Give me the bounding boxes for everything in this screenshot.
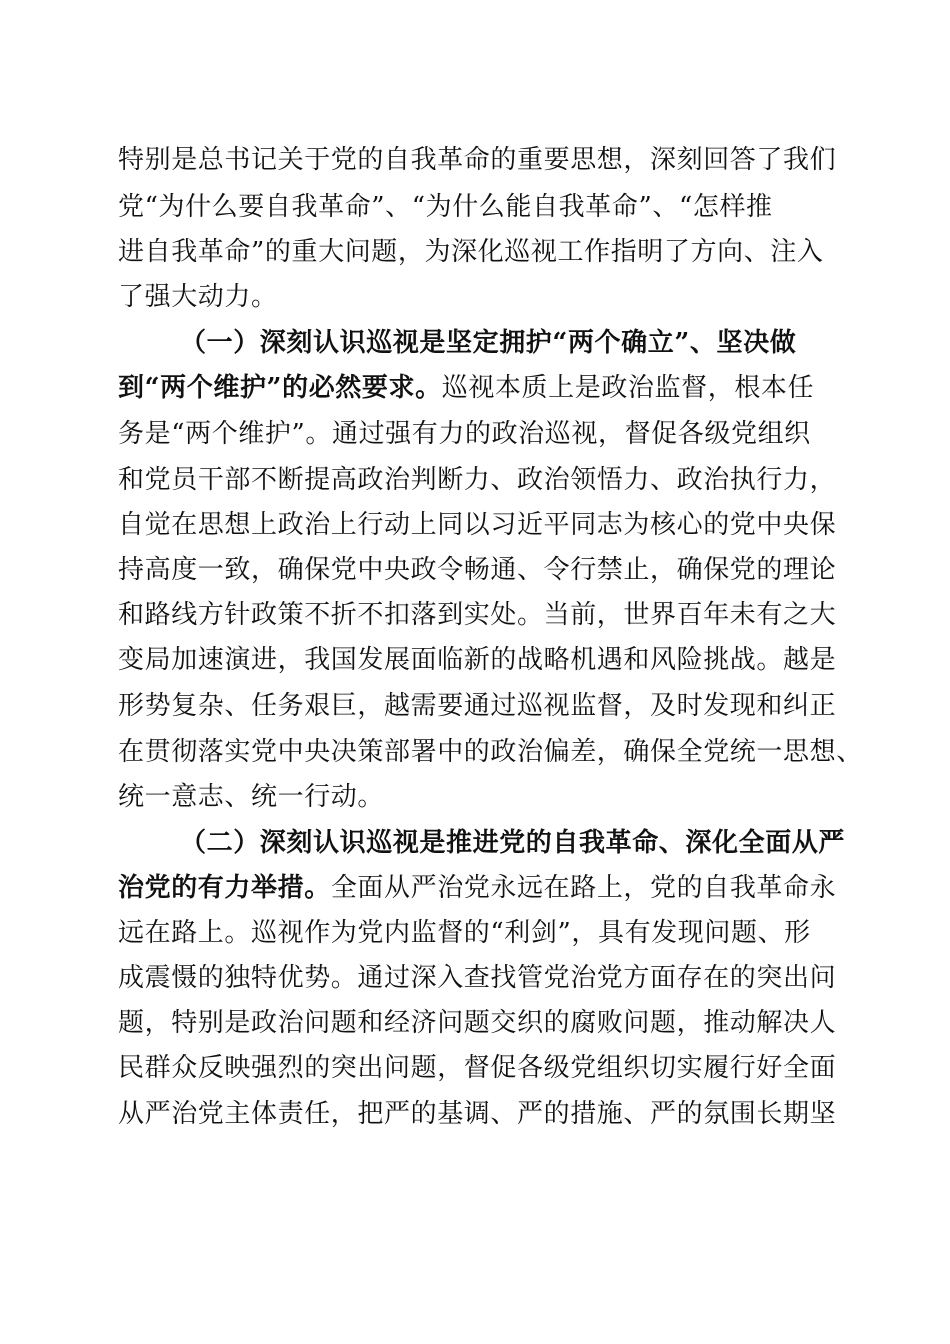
text-line xyxy=(118,237,824,267)
body-text: 党“为什么要自我革命”、“为什么能自我革命”、“怎样推 xyxy=(118,192,773,222)
body-text: 形势复杂、任务艰巨，越需要通过巡视监督，及时发现和纠正 xyxy=(118,691,837,721)
body-text: 全面从严治党永远在路上，党的自我革命永 xyxy=(330,873,837,903)
body-text: 民群众反映强烈的突出问题，督促各级党组织切实履行好全面 xyxy=(118,1053,837,1083)
body-text: 题，特别是政治问题和经济问题交织的腐败问题，推动解决人 xyxy=(118,1008,837,1038)
body-text: 自觉在思想上政治上行动上同以习近平同志为核心的党中央保 xyxy=(118,510,837,540)
text-line xyxy=(118,1008,836,1038)
body-text: 变局加速演进，我国发展面临新的战略机遇和风险挑战。越是 xyxy=(118,645,837,675)
body-text: 了强大动力。 xyxy=(118,282,278,312)
text-line xyxy=(118,419,811,449)
body-text: 持高度一致，确保党中央政令畅通、令行禁止，确保党的理论 xyxy=(118,555,837,585)
text-line xyxy=(118,555,836,585)
text-line xyxy=(118,691,836,721)
heading-text: 治党的有力举措。 xyxy=(118,873,331,903)
text-line xyxy=(118,645,836,675)
text-line xyxy=(118,600,836,630)
text-line xyxy=(118,1099,836,1129)
body-text: 和路线方针政策不折不扣落到实处。当前，世界百年未有之大 xyxy=(118,600,837,630)
body-text: 和党员干部不断提高政治判断力、政治领悟力、政治执行力， xyxy=(118,465,837,495)
text-line xyxy=(118,782,384,812)
heading-text: （二）深刻认识巡视是推进党的自我革命、深化全面从严 xyxy=(180,828,846,858)
text-line xyxy=(118,373,814,403)
body-text: 从严治党主体责任，把严的基调、严的措施、严的氛围长期坚 xyxy=(118,1099,837,1129)
text-line xyxy=(118,873,836,903)
body-text: 进自我革命”的重大问题，为深化巡视工作指明了方向、注入 xyxy=(118,237,824,267)
text-line xyxy=(180,328,796,358)
body-text: 巡视本质上是政治监督，根本任 xyxy=(441,373,815,403)
text-line xyxy=(118,510,836,540)
body-text: 统一意志、统一行动。 xyxy=(118,782,385,812)
heading-text: （一）深刻认识巡视是坚定拥护“两个确立”、坚决做 xyxy=(180,328,797,358)
text-line xyxy=(118,192,773,222)
text-line xyxy=(118,282,278,312)
body-text: 远在路上。巡视作为党内监督的“利剑”，具有发现问题、形 xyxy=(118,918,811,948)
body-text: 特别是总书记关于党的自我革命的重要思想，深刻回答了我们 xyxy=(118,145,837,175)
text-line xyxy=(118,1053,836,1083)
body-text: 在贯彻落实党中央决策部署中的政治偏差，确保全党统一思想、 xyxy=(118,737,863,767)
body-text: 成震慑的独特优势。通过深入查找管党治党方面存在的突出问 xyxy=(118,963,837,993)
text-line xyxy=(118,737,863,767)
text-line xyxy=(180,828,845,858)
text-line xyxy=(118,963,836,993)
text-line xyxy=(118,918,811,948)
text-line xyxy=(118,145,836,175)
body-text: 务是“两个维护”。通过强有力的政治巡视，督促各级党组织 xyxy=(118,419,811,449)
text-line xyxy=(118,465,836,495)
heading-text: 到“两个维护”的必然要求。 xyxy=(118,373,442,403)
